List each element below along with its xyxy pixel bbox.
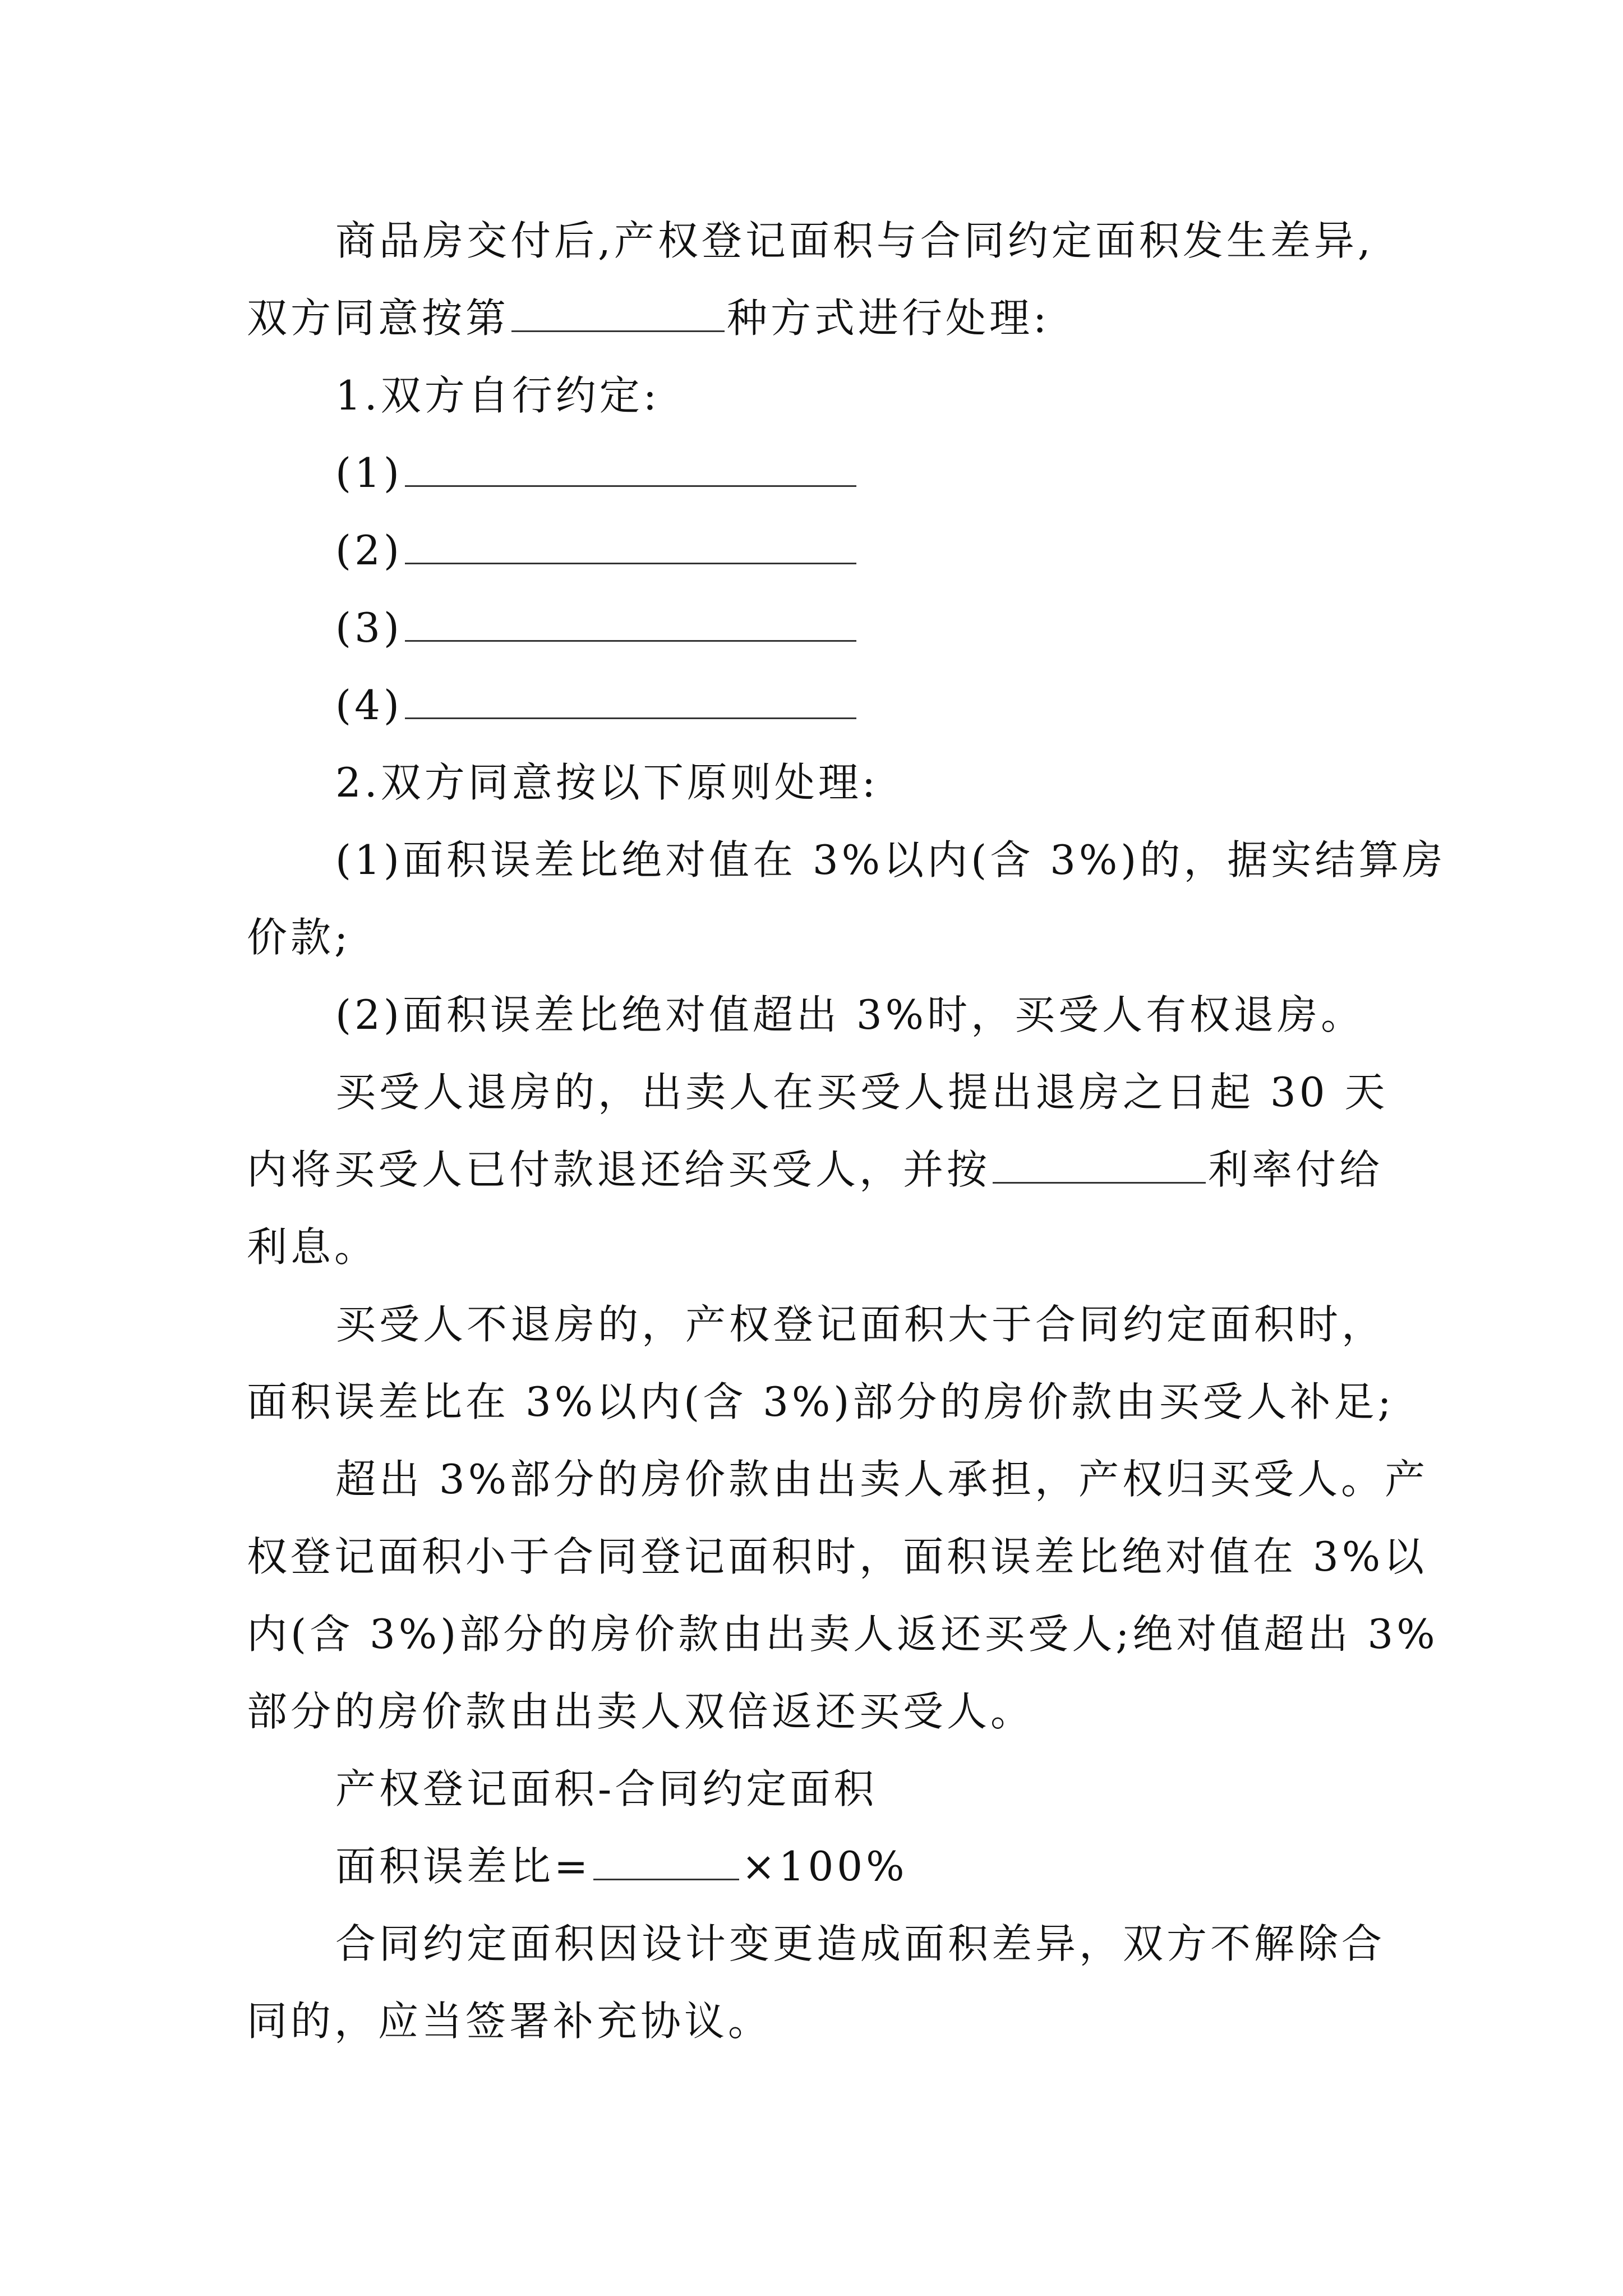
fill-in-blank bbox=[511, 296, 725, 332]
option-label: (2) bbox=[335, 527, 403, 574]
fill-in-blank bbox=[993, 1147, 1206, 1184]
paragraph-line: 利息。 bbox=[247, 1223, 379, 1271]
option-line bbox=[247, 512, 1424, 589]
contract-document bbox=[247, 202, 1446, 2060]
paragraph-line: 权登记面积小于合同登记面积时，面积误差比绝对值在 3%以 bbox=[247, 1533, 1428, 1580]
text-fragment: 利率付给 bbox=[1208, 1146, 1384, 1193]
paragraph-line: 内(含 3%)部分的房价款由出卖人返还买受人;绝对值超出 3% bbox=[247, 1611, 1438, 1658]
formula-label: 面积误差比= bbox=[335, 1843, 592, 1890]
paragraph-line: (1)面积误差比绝对值在 3%以内(含 3%)的，据实结算房 bbox=[335, 836, 1446, 884]
paragraph-line: 同的，应当签署补充协议。 bbox=[247, 1998, 772, 2045]
option-label: (1) bbox=[335, 449, 403, 496]
fill-in-blank bbox=[405, 528, 856, 564]
option-line bbox=[247, 666, 1424, 744]
formula-multiplier: ×100% bbox=[741, 1843, 908, 1890]
option-line bbox=[247, 434, 1424, 512]
paragraph-line: 买受人不退房的，产权登记面积大于合同约定面积时， bbox=[335, 1301, 1386, 1348]
formula-line bbox=[247, 1828, 1424, 1905]
text-fragment: 双方同意按第 bbox=[247, 295, 510, 342]
clause-heading: 2.双方同意按以下原则处理: bbox=[335, 759, 879, 806]
clause-heading: 1.双方自行约定: bbox=[335, 372, 660, 419]
option-label: (3) bbox=[335, 604, 403, 651]
option-line bbox=[247, 589, 1424, 666]
fill-in-blank bbox=[405, 450, 856, 487]
paragraph-line: (2)面积误差比绝对值超出 3%时，买受人有权退房。 bbox=[335, 991, 1365, 1038]
fraction-bar bbox=[593, 1844, 739, 1880]
paragraph-line bbox=[247, 1131, 1424, 1208]
fill-in-blank bbox=[405, 683, 856, 719]
paragraph-line: 商品房交付后,产权登记面积与合同约定面积发生差异, bbox=[335, 217, 1374, 264]
paragraph-line: 合同约定面积因设计变更造成面积差异，双方不解除合 bbox=[335, 1920, 1386, 1967]
formula-numerator: 产权登记面积-合同约定面积 bbox=[335, 1765, 878, 1812]
paragraph-line: 超出 3%部分的房价款由出卖人承担，产权归买受人。产 bbox=[335, 1456, 1429, 1503]
paragraph-line: 买受人退房的，出卖人在买受人提出退房之日起 30 天 bbox=[335, 1069, 1389, 1116]
paragraph-line: 面积误差比在 3%以内(含 3%)部分的房价款由买受人补足; bbox=[247, 1378, 1395, 1425]
paragraph-line: 价款; bbox=[247, 914, 352, 961]
paragraph-line bbox=[247, 279, 1424, 357]
text-fragment: 种方式进行处理: bbox=[727, 295, 1050, 342]
option-label: (4) bbox=[335, 682, 403, 729]
text-fragment: 内将买受人已付款退还给买受人，并按 bbox=[247, 1146, 991, 1193]
paragraph-line: 部分的房价款由出卖人双倍返还买受人。 bbox=[247, 1688, 1035, 1735]
fill-in-blank bbox=[405, 605, 856, 642]
